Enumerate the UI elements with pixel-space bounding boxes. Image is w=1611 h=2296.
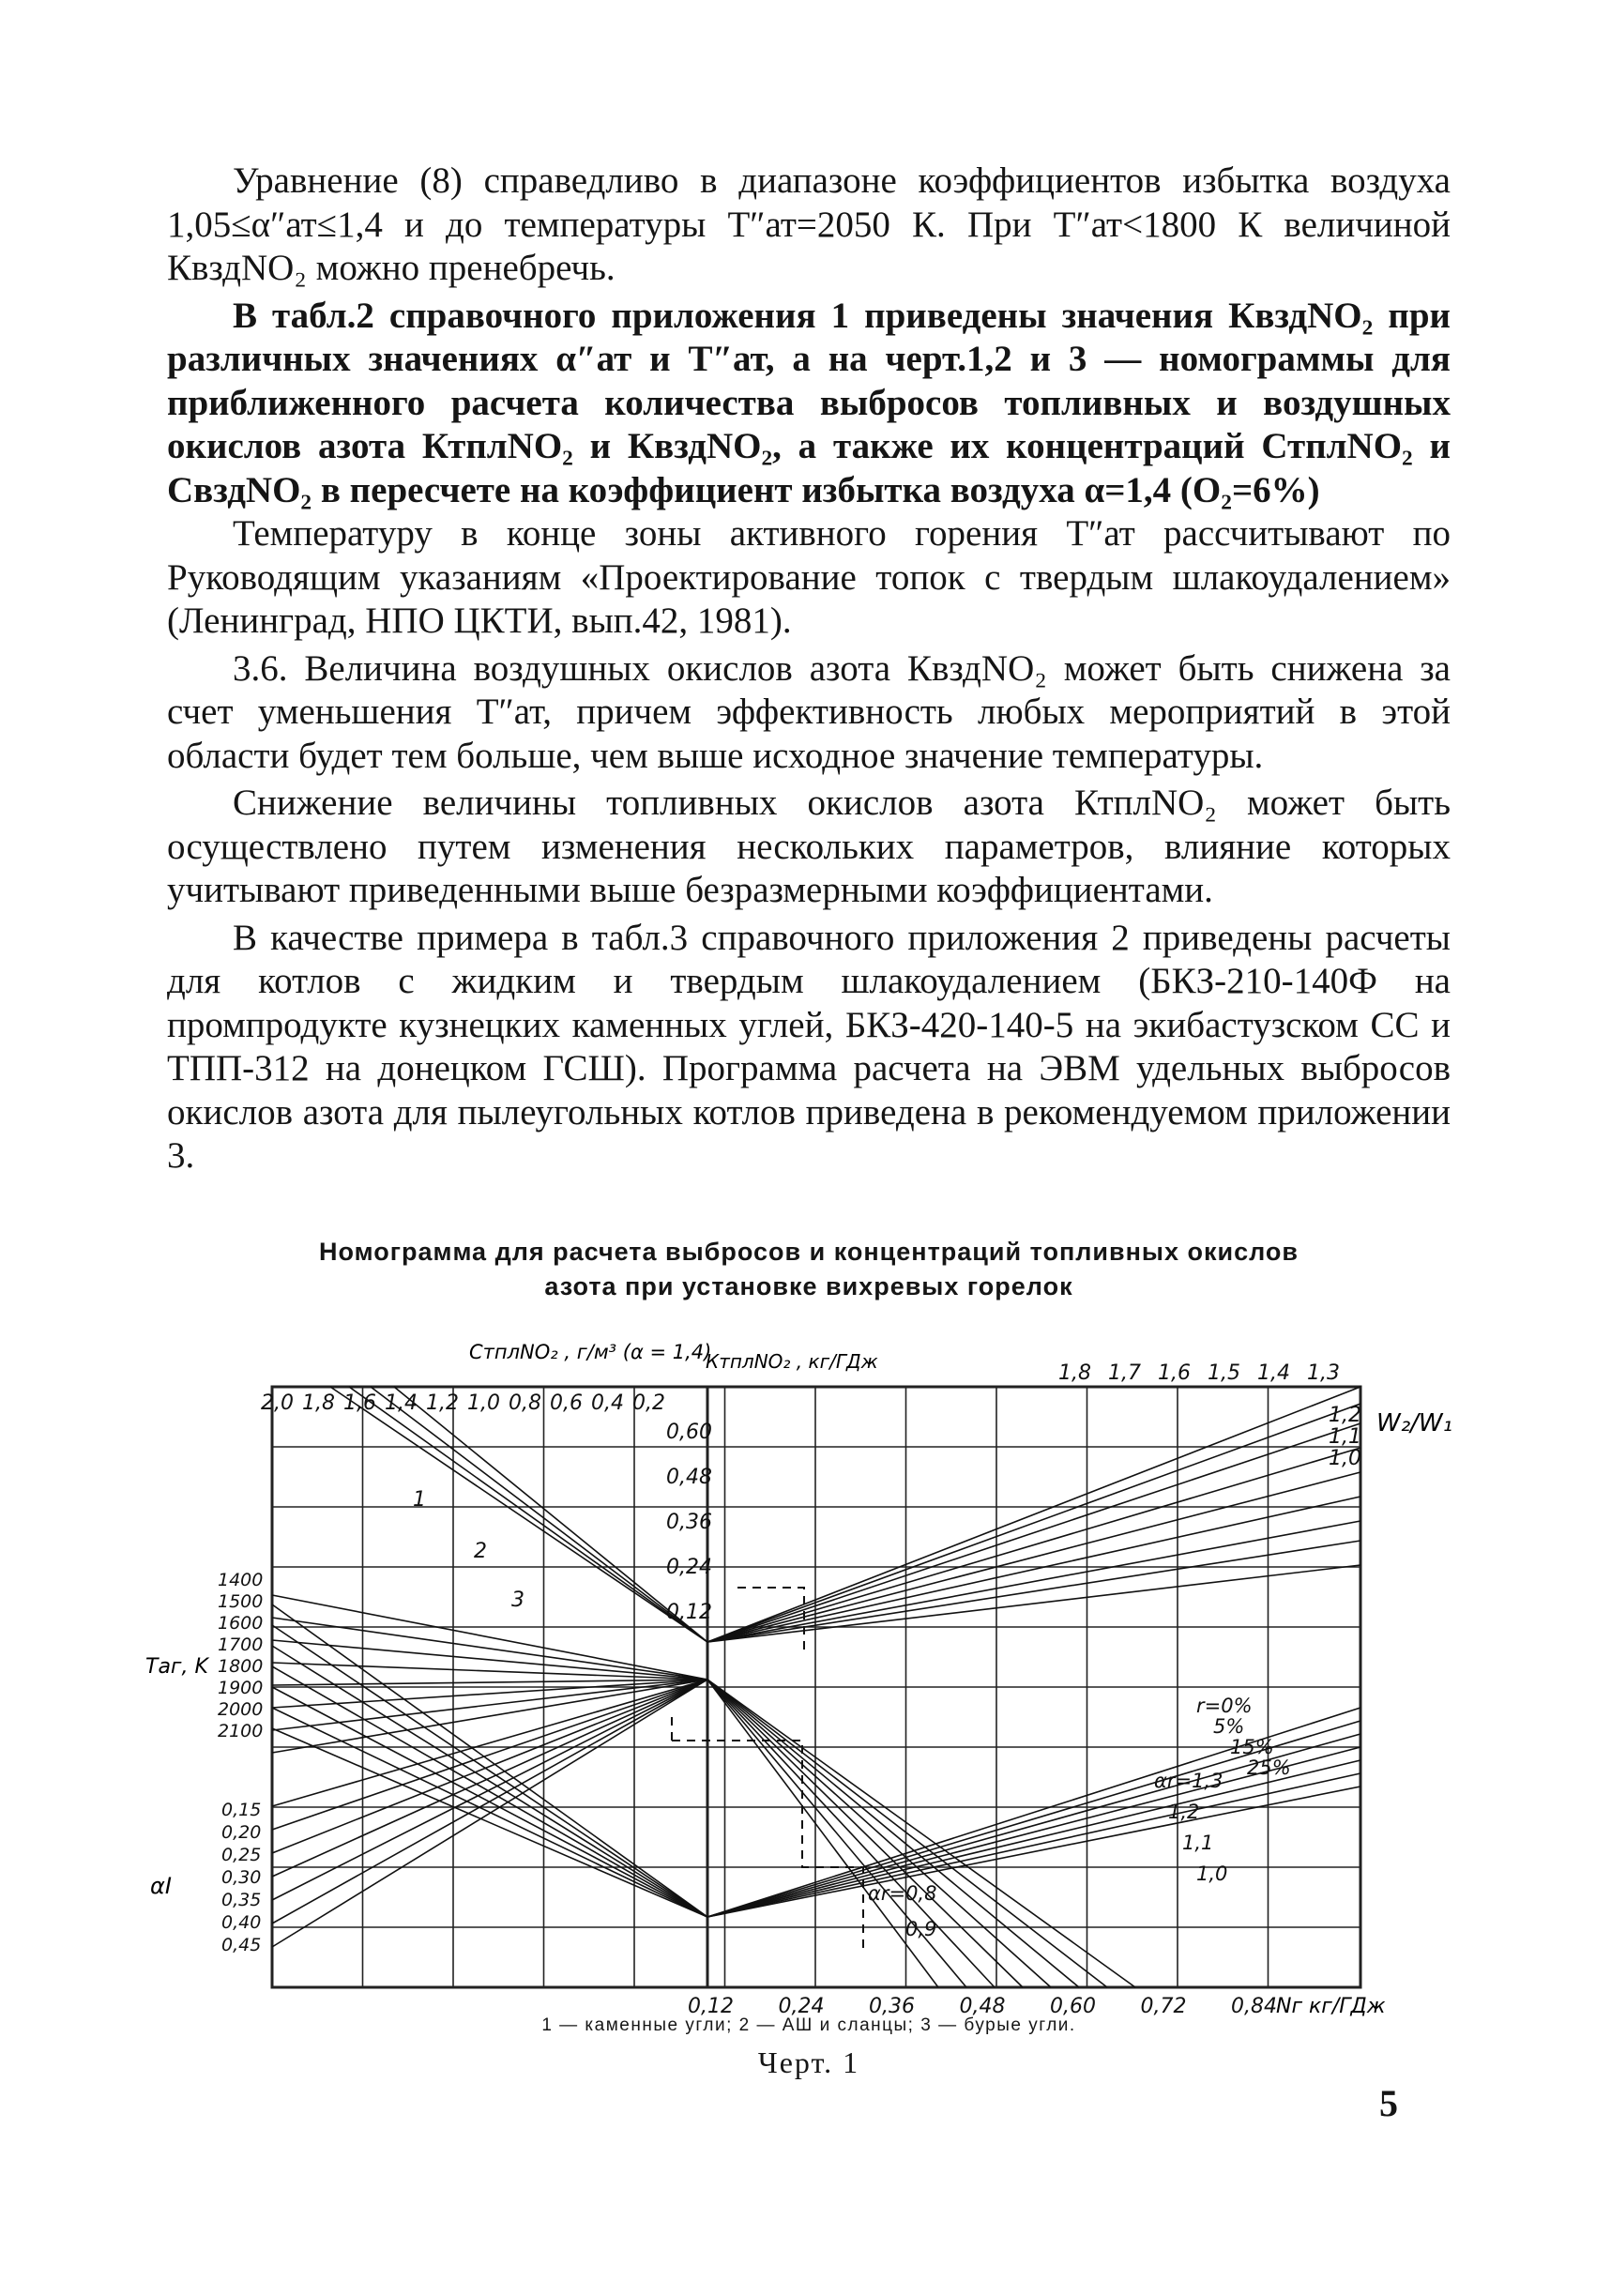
temp-line <box>272 1640 707 1680</box>
top-left-tick-label: 1,0 <box>467 1391 500 1415</box>
center-tick-label: 0,60 <box>666 1421 712 1444</box>
page-number: 5 <box>1379 2082 1398 2124</box>
bottom-tick-label: 0,12 <box>688 1995 734 2018</box>
paragraph-3: Температуру в конце зоны активного горения Т″ат рассчитывают по Руководящим указаниям «Проектирование топок с твердым шлакоудалением» (Ленинград, НПО ЦКТИ, вып.42, 1981). <box>167 513 1451 641</box>
temp-tick-label: 2000 <box>218 1699 264 1720</box>
bottom-tick-label: 0,48 <box>959 1995 1006 2018</box>
top-right-tick-label: 1,7 <box>1108 1361 1141 1385</box>
w-ratio-line <box>707 1497 1360 1642</box>
top-left-tick-label: 1,6 <box>343 1391 376 1415</box>
alpha-r-line <box>707 1787 1360 1917</box>
figure-caption-line-2: азота при установке вихревых горелок <box>544 1272 1073 1300</box>
bottom-tick-label: 0,72 <box>1140 1995 1187 2018</box>
temp-tick-label: 1800 <box>218 1656 264 1677</box>
center-tick-label: 0,24 <box>666 1556 712 1579</box>
temp-line <box>272 1663 707 1680</box>
center-tick-label: 0,36 <box>666 1511 712 1534</box>
center-tick-label: 0,48 <box>666 1466 712 1489</box>
paragraph-6: В качестве примера в табл.3 справочного приложения 2 приведены расчеты для котлов с жидким и твердым шлакоудалением (БКЗ-210-140Ф на промпродукте кузнецких каменных углей, БКЗ-420-140-5 на экибастузском СС и ТПП-312 на донецком ГСШ). Программа расчета на ЭВМ удельных выбросов окислов азота для пылеугольных котлов приведена в рекомендуемом приложении 3. <box>167 917 1451 1176</box>
alpha-tick-label: 0,25 <box>221 1845 262 1865</box>
w-ratio-line <box>707 1521 1360 1642</box>
temp-line <box>272 1595 707 1680</box>
temp-tick-label: 2100 <box>218 1721 264 1741</box>
grid-lines <box>272 1387 1360 1987</box>
alpha-line <box>272 1604 707 1917</box>
r-line <box>707 1680 1023 1987</box>
top-left-tick-label: 2,0 <box>261 1391 294 1415</box>
curve-number-label: 3 <box>511 1589 524 1612</box>
alpha-tick-label: 0,30 <box>221 1867 262 1888</box>
w-ratio-line <box>707 1404 1360 1642</box>
r-line <box>707 1680 1079 1987</box>
figure-legend: 1 — каменные угли; 2 — АШ и сланцы; 3 — бурые угли. <box>541 2015 1076 2035</box>
alpha-temp-line <box>272 1680 707 1877</box>
r-label: r=0% <box>1196 1695 1253 1717</box>
alpha-temp-line <box>272 1680 707 1806</box>
alpha-r-label: 1,0 <box>1196 1863 1228 1885</box>
curve-line <box>394 1387 707 1642</box>
top-right-tick-label: 1,6 <box>1158 1361 1191 1385</box>
figure-label: Черт. 1 <box>757 2045 860 2079</box>
top-right-tick-label: 1,4 <box>1257 1361 1290 1385</box>
alpha-r-label: 1,1 <box>1182 1832 1214 1854</box>
figure-caption-line-1: Номограмма для расчета выбросов и концентраций топливных окислов <box>318 1238 1299 1266</box>
paragraph-5: Снижение величины топливных окислов азота КтплNO₂ может быть осуществлено путем изменения нескольких параметров, влияние которых учитывают приведенными выше безразмерными коэффициентами. <box>167 783 1451 910</box>
top-right-tick-label: 1,5 <box>1208 1361 1240 1385</box>
r-line <box>707 1680 1107 1987</box>
tick-labels <box>218 1361 1361 2018</box>
temp-axis-label: Tаг, K <box>145 1655 208 1679</box>
r-label: 15% <box>1230 1736 1274 1758</box>
alpha-r-label: 1,2 <box>1168 1801 1200 1823</box>
r-label: 25% <box>1247 1756 1291 1779</box>
temp-tick-label: 1600 <box>218 1613 264 1634</box>
temp-tick-label: 1500 <box>218 1591 264 1612</box>
paragraph-4: 3.6. Величина воздушных окислов азота КвздNO₂ может быть снижена за счет уменьшения Т″ат, причем эффективность любых мероприятий в этой области будет тем больше, чем выше исходное значение температуры. <box>167 647 1451 776</box>
alpha-line <box>272 1728 707 1917</box>
alpha-tick-label: 0,40 <box>221 1912 262 1933</box>
r-line <box>707 1680 938 1987</box>
bottom-tick-label: 0,84 <box>1231 1995 1277 2018</box>
alpha-r-low-label: αr=0,8 <box>868 1882 937 1905</box>
temp-tick-label: 1400 <box>218 1570 264 1590</box>
right-tick-label: 1,2 <box>1329 1404 1361 1427</box>
top-left-tick-label: 0,4 <box>591 1391 624 1415</box>
guide-dashed-2 <box>672 1741 863 1952</box>
curve-line <box>371 1387 707 1642</box>
alpha-tick-label: 0,20 <box>221 1822 262 1843</box>
alpha-line <box>272 1708 707 1917</box>
w-ratio-line <box>707 1448 1360 1642</box>
alpha-tick-label: 0,15 <box>221 1800 262 1820</box>
top-left-tick-label: 0,2 <box>632 1391 665 1415</box>
w-ratio-line <box>707 1472 1360 1642</box>
alpha-axis-label: αI <box>150 1873 172 1899</box>
alpha-r-low-label: 0,9 <box>905 1918 937 1940</box>
curve-number-label: 1 <box>413 1488 426 1512</box>
paragraph-1: Уравнение (8) справедливо в диапазоне коэффициентов избытка воздуха 1,05≤α″ат≤1,4 и до температуры Т″ат=2050 К. При Т″ат<1800 К величиной КвздNO₂ можно пренебречь. <box>167 160 1451 288</box>
center-tick-label: 0,12 <box>666 1601 712 1624</box>
alpha-temp-line <box>272 1680 707 1947</box>
r-line <box>707 1680 1135 1987</box>
r-line <box>707 1680 1051 1987</box>
bottom-tick-label: 0,24 <box>778 1995 825 2018</box>
alpha-line <box>272 1666 707 1917</box>
temp-tick-label: 1700 <box>218 1635 264 1655</box>
alpha-line <box>272 1625 707 1917</box>
temp-tick-label: 1900 <box>218 1678 264 1698</box>
alpha-tick-label: 0,35 <box>221 1890 262 1910</box>
alpha-tick-label: 0,45 <box>221 1935 262 1955</box>
center-axis-label: КтплNO₂ , кг/ГДж <box>706 1350 878 1373</box>
top-left-tick-label: 1,8 <box>302 1391 335 1415</box>
alpha-r-label: αr=1,3 <box>1154 1770 1223 1792</box>
bottom-axis-label: Nг кг/ГДж <box>1276 1995 1386 2018</box>
curve-number-label: 2 <box>474 1540 487 1563</box>
curve-line <box>349 1387 707 1642</box>
paragraph-2: В табл.2 справочного приложения 1 приведены значения КвздNO₂ при различных значениях α″ат и Т″ат, а на черт.1,2 и 3 — номограммы для приближенного расчета количества выбросов топливных и воздушных окислов азота КтплNO₂ и КвздNO₂, а также их концентраций СтплNO₂ и СвздNO₂ в пересчете на коэффициент избытка воздуха α=1,4 (О₂=6%) <box>167 295 1451 510</box>
top-left-tick-label: 1,4 <box>385 1391 418 1415</box>
top-left-tick-label: 0,8 <box>509 1391 541 1415</box>
w-ratio-line <box>707 1423 1360 1642</box>
top-left-axis-label: СтплNO₂ , г/м³ (α = 1,4) <box>469 1341 712 1363</box>
r-label: 5% <box>1213 1715 1245 1738</box>
r-line <box>707 1680 966 1987</box>
bottom-tick-label: 0,36 <box>869 1995 915 2018</box>
bottom-tick-label: 0,60 <box>1050 1995 1096 2018</box>
right-axis-label: W₂/W₁ <box>1376 1409 1453 1437</box>
r-line <box>707 1680 995 1987</box>
top-right-tick-label: 1,8 <box>1058 1361 1091 1385</box>
top-left-tick-label: 0,6 <box>550 1391 583 1415</box>
top-left-tick-label: 1,2 <box>426 1391 459 1415</box>
right-tick-label: 1,0 <box>1329 1447 1361 1470</box>
right-tick-label: 1,1 <box>1329 1425 1361 1449</box>
top-right-tick-label: 1,3 <box>1307 1361 1340 1385</box>
